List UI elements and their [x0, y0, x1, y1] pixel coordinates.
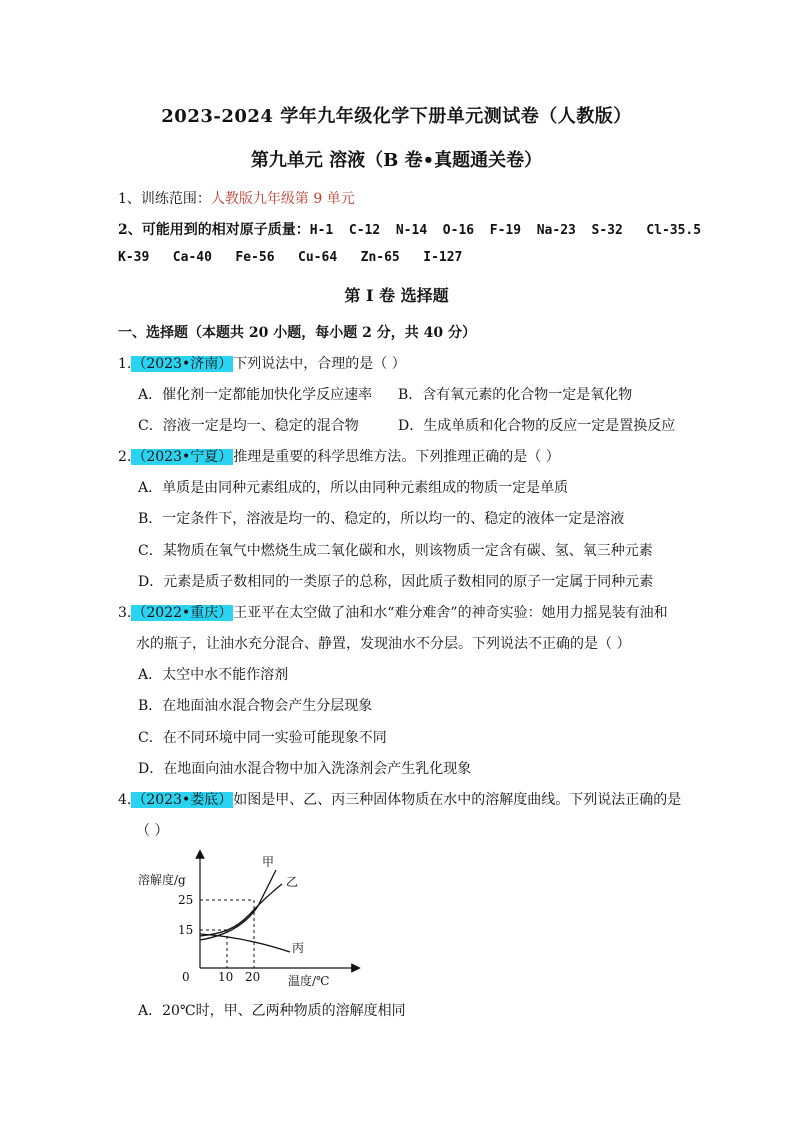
option-d: D．在地面向油水混合物中加入洗涤剂会产生乳化现象: [138, 761, 472, 777]
option-b: B．含有氧元素的化合物一定是氧化物: [398, 387, 633, 403]
source-tag: （2023•宁夏）: [132, 449, 233, 465]
origin-label: 0: [182, 970, 190, 984]
section-instructions: 一、选择题（本题共 20 小题，每小题 2 分，共 40 分）: [118, 325, 476, 341]
question-number: 3.: [118, 605, 132, 621]
section-title: 第 I 卷 选择题: [344, 286, 449, 305]
option-d: D．元素是质子数相同的一类原子的总称，因此质子数相同的原子一定属于同种元素: [138, 574, 654, 590]
question-3: [118, 602, 668, 622]
atomic-mass-label: 2、可能用到的相对原子质量：: [118, 222, 310, 238]
x-axis-label: 温度/℃: [288, 974, 330, 988]
option-b: B．一定条件下，溶液是均一的、稳定的，所以均一的、稳定的液体一定是溶液: [138, 511, 625, 527]
source-tag: （2022•重庆）: [132, 605, 233, 621]
option-a: A．20℃时，甲、乙两种物质的溶解度相同: [138, 1003, 406, 1019]
atomic-mass-values-2: K-39 Ca-40 Fe-56 Cu-64 Zn-65 I-127: [118, 250, 463, 265]
option-a: A．太空中水不能作溶剂: [138, 667, 289, 683]
training-range-value: 人教版九年级第 9 单元: [210, 191, 355, 207]
question-2: [118, 446, 560, 466]
question-stem-continued: 水的瓶子，让油水充分混合、静置，发现油水不分层。下列说法不正确的是（ ）: [136, 636, 631, 652]
curve-jia: [200, 870, 276, 940]
x-tick-label: 10: [218, 970, 234, 984]
atomic-mass-values-1: H-1 C-12 N-14 O-16 F-19 Na-23 S-32 Cl-35.5: [309, 223, 702, 238]
option-c: C．溶液一定是均一、稳定的混合物: [138, 418, 359, 434]
question-stem-continued: （ ）: [136, 823, 169, 839]
question-4: [118, 789, 681, 809]
x-tick-label: 20: [245, 970, 261, 984]
training-range: [118, 188, 355, 208]
curve-label-bing: 丙: [292, 941, 305, 955]
question-number: 2.: [118, 449, 132, 465]
option-a: A．单质是由同种元素组成的，所以由同种元素组成的物质一定是单质: [138, 480, 569, 496]
y-axis-label: 溶解度/g: [138, 873, 186, 887]
option-a: A．催化剂一定都能加快化学反应速率: [138, 387, 373, 403]
question-number: 4.: [118, 792, 132, 808]
question-stem: 下列说法中，合理的是（ ）: [233, 356, 406, 372]
question-stem: 王亚平在太空做了油和水“难分难舍”的神奇实验：她用力摇晃装有油和: [233, 605, 668, 621]
option-b: B．在地面油水混合物会产生分层现象: [138, 698, 373, 714]
curve-yi: [200, 884, 282, 936]
source-tag: （2023•济南）: [132, 356, 233, 372]
y-tick-label: 25: [178, 893, 194, 907]
exam-title: 2023-2024 学年九年级化学下册单元测试卷（人教版）: [161, 106, 632, 127]
y-tick-label: 15: [178, 923, 194, 937]
question-stem: 推理是重要的科学思维方法。下列推理正确的是（ ）: [233, 449, 560, 465]
exam-subtitle: 第九单元 溶液（B 卷•真题通关卷）: [250, 150, 543, 171]
question-number: 1.: [118, 356, 132, 372]
curve-label-yi: 乙: [286, 875, 299, 889]
question-1: [118, 353, 406, 373]
question-stem: 如图是甲、乙、丙三种固体物质在水中的溶解度曲线。下列说法正确的是: [233, 792, 682, 808]
source-tag: （2023•娄底）: [132, 792, 233, 808]
training-range-label: 1、训练范围：: [118, 191, 211, 207]
option-d: D．生成单质和化合物的反应一定是置换反应: [398, 418, 676, 434]
option-c: C．在不同环境中同一实验可能现象不同: [138, 730, 387, 746]
option-c: C．某物质在氧气中燃烧生成二氧化碳和水，则该物质一定含有碳、氢、氧三种元素: [138, 543, 653, 559]
atomic-mass-line-1: [118, 219, 701, 239]
curve-label-jia: 甲: [262, 855, 275, 869]
solubility-curve-figure: [130, 848, 370, 988]
